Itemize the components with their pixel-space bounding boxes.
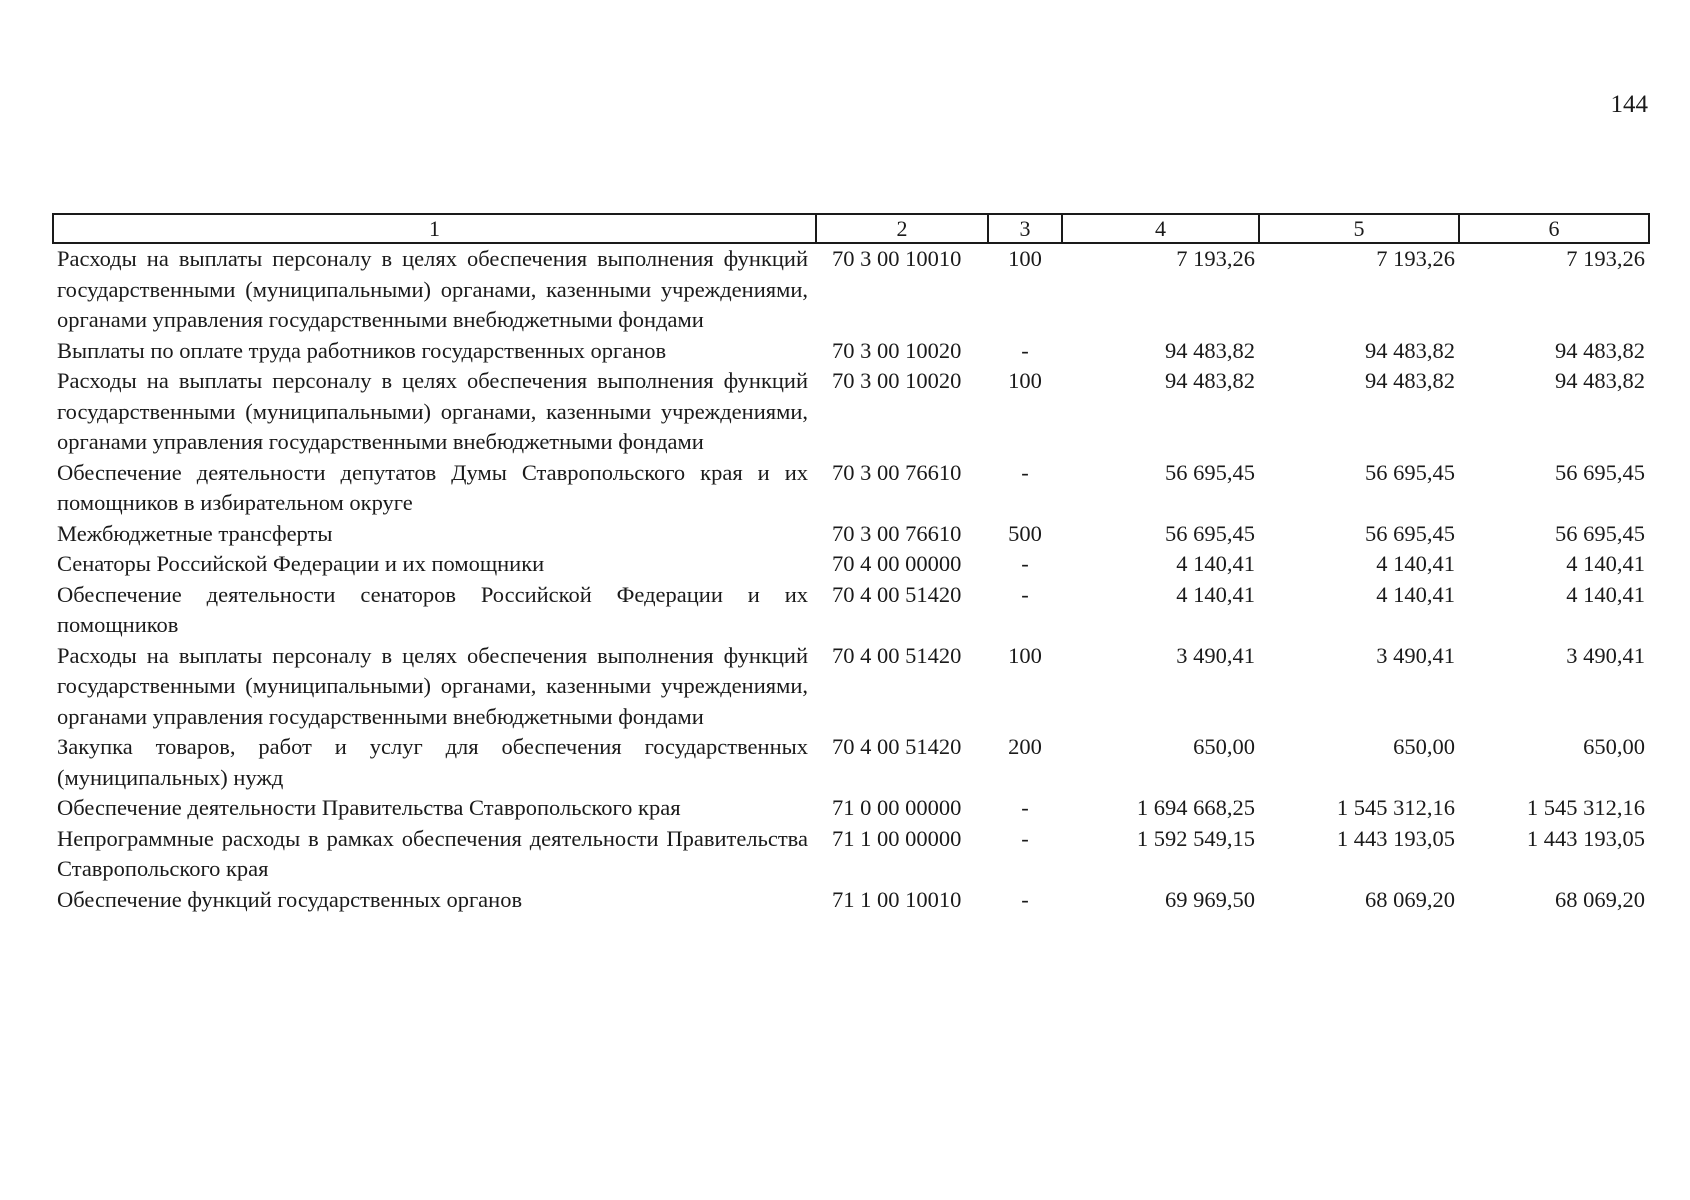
- row-value-6: 7 193,26: [1566, 246, 1645, 271]
- row-type: -: [1021, 459, 1029, 485]
- row-value-4: 69 969,50: [1165, 886, 1255, 912]
- header-col-4: 4: [1062, 214, 1259, 243]
- row-value-5: 94 483,82: [1365, 337, 1455, 363]
- table-header: [53, 214, 1649, 243]
- table-row: [53, 366, 1649, 458]
- row-name: Обеспечение функций государственных органов: [57, 886, 523, 912]
- table-row: [53, 243, 1649, 336]
- row-value-5: 56 695,45: [1365, 459, 1455, 485]
- row-type: 500: [1008, 520, 1042, 546]
- row-code: 71 1 00 10010: [832, 886, 962, 912]
- table-row: [53, 580, 1649, 641]
- table-row: [53, 336, 1649, 367]
- row-value-5: 650,00: [1393, 734, 1455, 759]
- row-type: 100: [1008, 246, 1042, 271]
- row-value-4: 4 140,41: [1176, 581, 1255, 607]
- row-code: 70 3 00 10010: [832, 246, 962, 271]
- row-value-4: 3 490,41: [1176, 642, 1255, 668]
- table-row: [53, 824, 1649, 885]
- row-name: Расходы на выплаты персоналу в целях обеспечения выполнения функций государственными (муниципальными) органами, казенными учреждениями, органами управления государственными внебюджетными фондами: [57, 368, 808, 454]
- budget-table: [52, 213, 1650, 915]
- row-value-4: 56 695,45: [1165, 520, 1255, 546]
- row-value-4: 56 695,45: [1165, 459, 1255, 485]
- row-name: Расходы на выплаты персоналу в целях обеспечения выполнения функций государственными (муниципальными) органами, казенными учреждениями, органами управления государственными внебюджетными фондами: [57, 246, 808, 332]
- row-code: 70 3 00 76610: [832, 459, 962, 485]
- row-code: 70 3 00 10020: [832, 368, 962, 393]
- table-body: [53, 243, 1649, 915]
- header-col-5: 5: [1259, 214, 1459, 243]
- row-value-6: 1 443 193,05: [1526, 825, 1645, 851]
- row-value-4: 1 592 549,15: [1136, 825, 1255, 851]
- row-type: 200: [1008, 734, 1042, 759]
- row-value-4: 94 483,82: [1165, 337, 1255, 363]
- row-value-4: 650,00: [1193, 734, 1255, 759]
- row-value-5: 94 483,82: [1365, 368, 1455, 393]
- row-type: -: [1021, 581, 1029, 607]
- row-value-6: 56 695,45: [1555, 520, 1645, 546]
- row-name: Обеспечение деятельности депутатов Думы Ставропольского края и их помощников в избирательном округе: [57, 459, 808, 515]
- row-value-6: 4 140,41: [1566, 581, 1645, 607]
- row-name: Непрограммные расходы в рамках обеспечения деятельности Правительства Ставропольского края: [57, 825, 808, 881]
- row-value-6: 3 490,41: [1566, 642, 1645, 668]
- row-type: 100: [1008, 642, 1042, 668]
- header-col-6: 6: [1459, 214, 1649, 243]
- row-value-5: 56 695,45: [1365, 520, 1455, 546]
- row-name: Обеспечение деятельности Правительства Ставропольского края: [57, 795, 681, 820]
- row-value-6: 94 483,82: [1555, 337, 1645, 363]
- row-value-6: 56 695,45: [1555, 459, 1645, 485]
- row-code: 70 3 00 76610: [832, 520, 962, 546]
- row-value-5: 1 545 312,16: [1336, 795, 1455, 820]
- row-value-6: 650,00: [1583, 734, 1645, 759]
- row-name: Обеспечение деятельности сенаторов Российской Федерации и их помощников: [57, 581, 808, 637]
- row-value-5: 1 443 193,05: [1336, 825, 1455, 851]
- row-code: 70 4 00 51420: [832, 734, 962, 759]
- table-row: [53, 732, 1649, 793]
- row-name: Расходы на выплаты персоналу в целях обеспечения выполнения функций государственными (муниципальными) органами, казенными учреждениями, органами управления государственными внебюджетными фондами: [57, 642, 808, 729]
- row-value-6: 94 483,82: [1555, 368, 1645, 393]
- row-value-6: 68 069,20: [1555, 886, 1645, 912]
- row-value-5: 3 490,41: [1376, 642, 1455, 668]
- row-code: 70 4 00 51420: [832, 581, 962, 607]
- table-row: [53, 549, 1649, 580]
- row-value-5: 4 140,41: [1376, 581, 1455, 607]
- row-value-4: 1 694 668,25: [1136, 795, 1255, 820]
- row-code: 71 1 00 00000: [832, 825, 962, 851]
- row-type: -: [1021, 551, 1029, 576]
- row-value-4: 94 483,82: [1165, 368, 1255, 393]
- row-code: 71 0 00 00000: [832, 795, 962, 820]
- row-type: -: [1021, 825, 1029, 851]
- table-row: [53, 641, 1649, 733]
- row-value-5: 68 069,20: [1365, 886, 1455, 912]
- row-code: 70 4 00 51420: [832, 642, 962, 668]
- header-col-3: 3: [988, 214, 1062, 243]
- table-row: [53, 793, 1649, 824]
- row-name: Межбюджетные трансферты: [57, 520, 333, 546]
- row-value-4: 4 140,41: [1176, 551, 1255, 576]
- row-type: -: [1021, 337, 1029, 363]
- table-row: [53, 519, 1649, 550]
- row-type: -: [1021, 886, 1029, 912]
- row-code: 70 3 00 10020: [832, 337, 962, 363]
- row-value-5: 7 193,26: [1376, 246, 1455, 271]
- table-row: [53, 458, 1649, 519]
- row-value-5: 4 140,41: [1376, 551, 1455, 576]
- row-name: Сенаторы Российской Федерации и их помощники: [57, 551, 545, 576]
- header-col-1: 1: [53, 214, 816, 243]
- row-code: 70 4 00 00000: [832, 551, 962, 576]
- row-name: Закупка товаров, работ и услуг для обеспечения государственных (муниципальных) нужд: [57, 734, 808, 790]
- row-value-4: 7 193,26: [1176, 246, 1255, 271]
- row-type: 100: [1008, 368, 1042, 393]
- table-row: [53, 885, 1649, 916]
- row-value-6: 4 140,41: [1566, 551, 1645, 576]
- page-number: 144: [1610, 91, 1648, 118]
- row-name: Выплаты по оплате труда работников государственных органов: [57, 337, 667, 363]
- row-type: -: [1021, 795, 1029, 820]
- header-row: [53, 214, 1649, 243]
- row-value-6: 1 545 312,16: [1526, 795, 1645, 820]
- header-col-2: 2: [816, 214, 988, 243]
